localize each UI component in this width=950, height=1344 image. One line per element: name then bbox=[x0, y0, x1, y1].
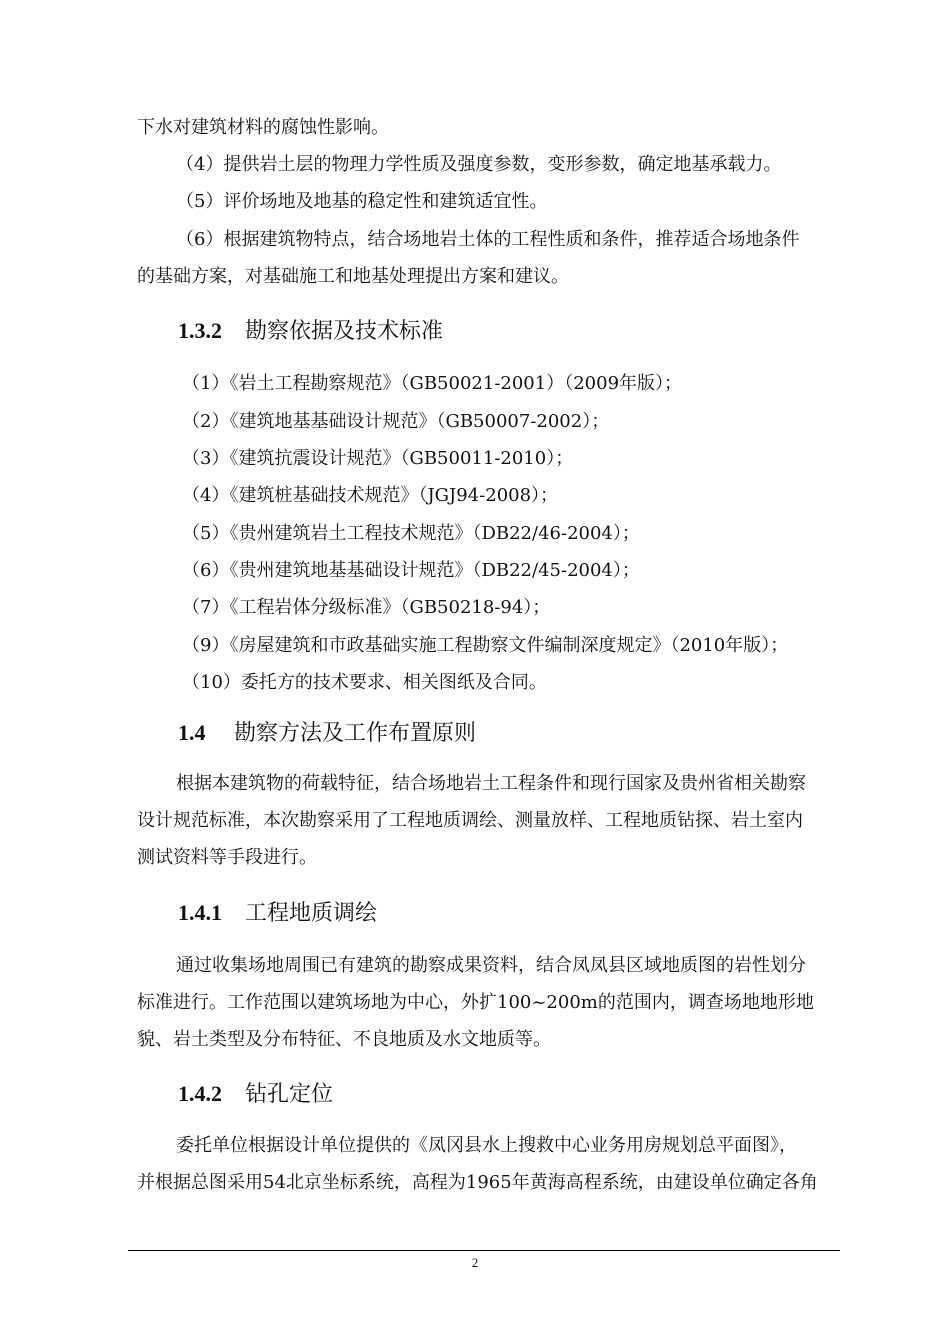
paragraph-line: 貌、岩土类型及分布特征、不良地质及水文地质等。 bbox=[137, 1029, 551, 1050]
section-title: 钻孔定位 bbox=[245, 1082, 334, 1107]
requirement-item-4: （4）提供岩土层的物理力学性质及强度参数，变形参数，确定地基承载力。 bbox=[176, 154, 782, 175]
list-item: （4）《建筑桩基础技术规范》（JGJ94-2008）； bbox=[182, 485, 559, 506]
requirement-item-5: （5）评价场地及地基的稳定性和建筑适宜性。 bbox=[176, 191, 548, 212]
section-heading-1-4 bbox=[178, 718, 476, 749]
list-item: （2）《建筑地基基础设计规范》（GB50007-2002）； bbox=[182, 411, 610, 432]
paragraph-line: 的基础方案，对基础施工和地基处理提出方案和建议。 bbox=[137, 266, 569, 287]
list-item: （10）委托方的技术要求、相关图纸及合同。 bbox=[182, 672, 547, 693]
section-heading-1-4-2 bbox=[178, 1079, 333, 1110]
requirement-item-6: （6）根据建筑物特点，结合场地岩土体的工程性质和条件，推荐适合场地条件 bbox=[176, 229, 800, 250]
paragraph-line: 测试资料等手段进行。 bbox=[137, 847, 317, 868]
page-number: 2 bbox=[471, 1255, 479, 1270]
section-heading-1-4-1 bbox=[178, 898, 377, 929]
section-number: 1.4.1 bbox=[178, 900, 222, 925]
paragraph-line: 标准进行。工作范围以建筑场地为中心，外扩100~200m的范围内，调查场地地形地 bbox=[137, 992, 814, 1013]
list-item: （5）《贵州建筑岩土工程技术规范》（DB22/46-2004）； bbox=[182, 523, 640, 544]
section-number: 1.4.2 bbox=[178, 1081, 222, 1106]
list-item: （1）《岩土工程勘察规范》（GB50021-2001）（2009年版）； bbox=[182, 373, 683, 394]
paragraph-line: 通过收集场地周围已有建筑的勘察成果资料，结合凤凤县区域地质图的岩性划分 bbox=[176, 955, 806, 976]
section-title: 勘察方法及工作布置原则 bbox=[234, 721, 477, 746]
section-title: 勘察依据及技术标准 bbox=[245, 319, 444, 344]
paragraph-line: 设计规范标准，本次勘察采用了工程地质调绘、测量放样、工程地质钻探、岩土室内 bbox=[137, 810, 803, 831]
footer-divider bbox=[128, 1250, 840, 1251]
section-title: 工程地质调绘 bbox=[245, 901, 378, 926]
list-item: （9）《房屋建筑和市政基础实施工程勘察文件编制深度规定》（2010年版）； bbox=[182, 635, 789, 656]
list-item: （6）《贵州建筑地基基础设计规范》（DB22/45-2004）； bbox=[182, 560, 640, 581]
paragraph-line: 根据本建筑物的荷载特征，结合场地岩土工程条件和现行国家及贵州省相关勘察 bbox=[176, 773, 806, 794]
list-item: （7）《工程岩体分级标准》（GB50218-94）； bbox=[182, 597, 551, 618]
paragraph-line: 下水对建筑材料的腐蚀性影响。 bbox=[137, 117, 389, 138]
section-number: 1.3.2 bbox=[178, 318, 222, 343]
paragraph-line: 委托单位根据设计单位提供的《凤冈县水上搜救中心业务用房规划总平面图》， bbox=[176, 1135, 797, 1156]
list-item: （3）《建筑抗震设计规范》（GB50011-2010）； bbox=[182, 448, 574, 469]
section-heading-1-3-2 bbox=[178, 316, 443, 347]
paragraph-line: 并根据总图采用54北京坐标系统，高程为1965年黄海高程系统，由建设单位确定各角 bbox=[137, 1172, 818, 1193]
section-number: 1.4 bbox=[178, 720, 206, 745]
